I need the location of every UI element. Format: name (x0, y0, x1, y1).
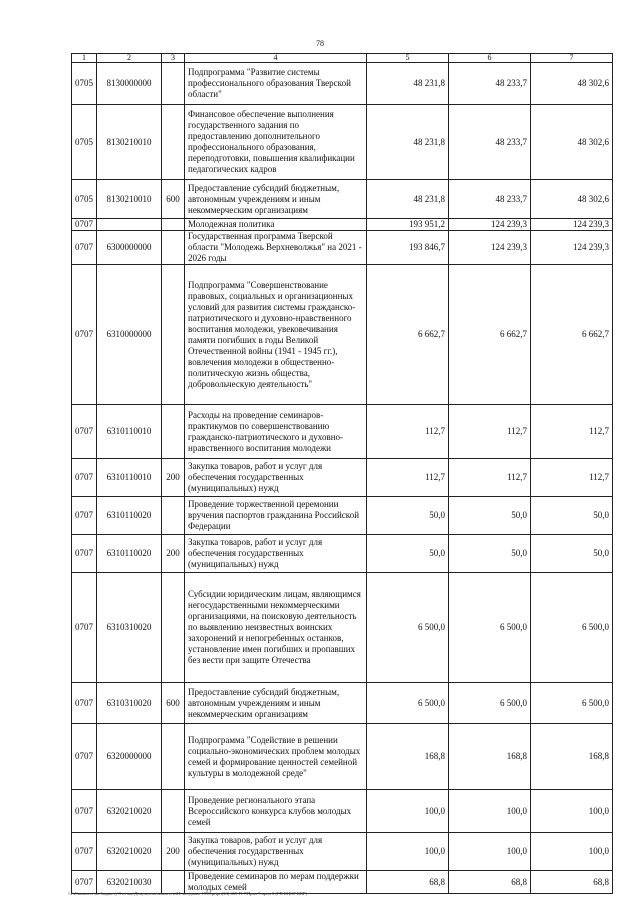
amount-2023-cell: 193 951,2 (367, 219, 449, 231)
amount-2025-cell: 48 302,6 (531, 105, 613, 180)
target-code-cell: 8130210010 (97, 105, 162, 180)
amount-2024-cell: 6 662,7 (449, 265, 531, 405)
target-code-cell: 8130210010 (97, 180, 162, 219)
target-code-cell: 8130000000 (97, 63, 162, 105)
amount-2025-cell: 50,0 (531, 535, 613, 573)
amount-2025-cell: 48 302,6 (531, 180, 613, 219)
target-code-cell (97, 219, 162, 231)
expense-type-cell (162, 265, 185, 405)
amount-2024-cell: 6 500,0 (449, 573, 531, 683)
table-row (72, 459, 613, 497)
amount-2023-cell: 100,0 (367, 833, 449, 871)
amount-2025-cell: 112,7 (531, 459, 613, 497)
amount-2025-cell: 6 500,0 (531, 683, 613, 724)
amount-2025-cell: 124 239,3 (531, 219, 613, 231)
table-row (72, 497, 613, 535)
amount-2025-cell: 100,0 (531, 790, 613, 833)
expense-type-cell: 200 (162, 459, 185, 497)
section-code-cell: 0705 (72, 63, 97, 105)
amount-2024-cell: 112,7 (449, 459, 531, 497)
header-cell-5: 5 (367, 54, 449, 63)
section-code-cell: 0707 (72, 790, 97, 833)
section-code-cell: 0707 (72, 535, 97, 573)
amount-2023-cell: 50,0 (367, 535, 449, 573)
amount-2024-cell: 112,7 (449, 405, 531, 459)
table-row (72, 683, 613, 724)
item-name-cell: Субсидии юридическим лицам, являющимся негосударственными некоммерческими организациями, на поисковую деятельность по выявлению неизвестных воинских захоронений и непогребенных останков, установление имен погибших и пропавших без вести при защите Отечества (185, 573, 367, 683)
section-code-cell: 0707 (72, 459, 97, 497)
section-code-cell: 0707 (72, 573, 97, 683)
expense-type-cell (162, 405, 185, 459)
item-name-cell: Проведение регионального этапа Всероссийского конкурса клубов молодых семей (185, 790, 367, 833)
item-name-cell: Расходы на проведение семинаров-практикумов по совершенствованию гражданско-патриотического и духовно-нравственного воспитания молодежи (185, 405, 367, 459)
expense-type-cell (162, 497, 185, 535)
expense-type-cell (162, 790, 185, 833)
amount-2023-cell: 48 231,8 (367, 63, 449, 105)
header-cell-3: 3 (162, 54, 185, 63)
section-code-cell: 0707 (72, 219, 97, 231)
item-name-cell: Проведение торжественной церемонии вручения паспортов гражданина Российской Федерации (185, 497, 367, 535)
amount-2025-cell: 100,0 (531, 833, 613, 871)
expense-type-cell (162, 231, 185, 265)
amount-2023-cell: 6 500,0 (367, 573, 449, 683)
target-code-cell: 6310110020 (97, 535, 162, 573)
target-code-cell: 6300000000 (97, 231, 162, 265)
amount-2024-cell: 6 500,0 (449, 683, 531, 724)
amount-2024-cell: 48 233,7 (449, 180, 531, 219)
header-cell-7: 7 (531, 54, 613, 63)
amount-2024-cell: 124 239,3 (449, 231, 531, 265)
table-row (72, 573, 613, 683)
item-name-cell: Финансовое обеспечение выполнения государственного задания по предоставлению дополнительного профессионального образования, переподготовки, повышения квалификации педагогических кадров (185, 105, 367, 180)
amount-2023-cell: 193 846,7 (367, 231, 449, 265)
page-number: 78 (316, 39, 324, 48)
target-code-cell: 6320210020 (97, 790, 162, 833)
amount-2023-cell: 112,7 (367, 405, 449, 459)
header-cell-1: 1 (72, 54, 97, 63)
expense-type-cell (162, 219, 185, 231)
amount-2023-cell: 50,0 (367, 497, 449, 535)
amount-2024-cell: 100,0 (449, 790, 531, 833)
section-code-cell: 0707 (72, 833, 97, 871)
amount-2024-cell: 50,0 (449, 497, 531, 535)
section-code-cell: 0707 (72, 405, 97, 459)
table-row (72, 535, 613, 573)
target-code-cell: 6310110020 (97, 497, 162, 535)
expense-type-cell (162, 105, 185, 180)
expense-type-cell: 200 (162, 535, 185, 573)
item-name-cell: Предоставление субсидий бюджетным, автономным учреждениям и иным некоммерческим организациям (185, 180, 367, 219)
table-row (72, 724, 613, 790)
amount-2023-cell: 48 231,8 (367, 180, 449, 219)
budget-table (71, 53, 613, 894)
amount-2025-cell: 48 302,6 (531, 63, 613, 105)
table-row (72, 405, 613, 459)
section-code-cell: 0707 (72, 871, 97, 894)
expense-type-cell: 600 (162, 180, 185, 219)
item-name-cell: Молодежная политика (185, 219, 367, 231)
table-row (72, 219, 613, 231)
item-name-cell: Предоставление субсидий бюджетным, автономным учреждениям и иным некоммерческим организациям (185, 683, 367, 724)
expense-type-cell (162, 63, 185, 105)
expense-type-cell: 200 (162, 833, 185, 871)
target-code-cell: 6310110010 (97, 459, 162, 497)
target-code-cell: 6320210020 (97, 833, 162, 871)
amount-2023-cell: 6 500,0 (367, 683, 449, 724)
amount-2023-cell: 112,7 (367, 459, 449, 497)
table-row (72, 63, 613, 105)
table-row (72, 833, 613, 871)
amount-2025-cell: 168,8 (531, 724, 613, 790)
section-code-cell: 0707 (72, 265, 97, 405)
target-code-cell: 6310000000 (97, 265, 162, 405)
table-row (72, 180, 613, 219)
amount-2024-cell: 168,8 (449, 724, 531, 790)
section-code-cell: 0707 (72, 724, 97, 790)
expense-type-cell (162, 724, 185, 790)
item-name-cell: Закупка товаров, работ и услуг для обеспечения государственных (муниципальных) нужд (185, 459, 367, 497)
file-path-footer: \\Fs1\комитет по бюджету\3 отзыв\Документы комитета\24 заседание 1990\prtprt(24) 469-П-7\Прил 5 прил 8 (ГП КЦСР КВР) (68, 891, 307, 896)
amount-2024-cell: 124 239,3 (449, 219, 531, 231)
amount-2025-cell: 6 500,0 (531, 573, 613, 683)
target-code-cell: 6310310020 (97, 573, 162, 683)
amount-2025-cell: 112,7 (531, 405, 613, 459)
target-code-cell: 6310310020 (97, 683, 162, 724)
section-code-cell: 0707 (72, 683, 97, 724)
header-cell-2: 2 (97, 54, 162, 63)
target-code-cell: 6320000000 (97, 724, 162, 790)
amount-2024-cell: 68,8 (449, 871, 531, 894)
item-name-cell: Закупка товаров, работ и услуг для обеспечения государственных (муниципальных) нужд (185, 535, 367, 573)
section-code-cell: 0705 (72, 180, 97, 219)
amount-2025-cell: 68,8 (531, 871, 613, 894)
section-code-cell: 0707 (72, 497, 97, 535)
table-header-row (72, 54, 613, 63)
amount-2024-cell: 100,0 (449, 833, 531, 871)
section-code-cell: 0707 (72, 231, 97, 265)
amount-2023-cell: 168,8 (367, 724, 449, 790)
expense-type-cell (162, 573, 185, 683)
amount-2024-cell: 50,0 (449, 535, 531, 573)
amount-2024-cell: 48 233,7 (449, 63, 531, 105)
table-row (72, 265, 613, 405)
section-code-cell: 0705 (72, 105, 97, 180)
amount-2025-cell: 50,0 (531, 497, 613, 535)
table-row (72, 790, 613, 833)
amount-2023-cell: 6 662,7 (367, 265, 449, 405)
item-name-cell: Подпрограмма "Содействие в решении социально-экономических проблем молодых семей и формирование ценностей семейной культуры в молодежной среде" (185, 724, 367, 790)
table-row (72, 231, 613, 265)
amount-2023-cell: 68,8 (367, 871, 449, 894)
amount-2024-cell: 48 233,7 (449, 105, 531, 180)
amount-2025-cell: 124 239,3 (531, 231, 613, 265)
item-name-cell: Государственная программа Тверской области "Молодежь Верхневолжья" на 2021 - 2026 годы (185, 231, 367, 265)
table-row (72, 105, 613, 180)
item-name-cell: Закупка товаров, работ и услуг для обеспечения государственных (муниципальных) нужд (185, 833, 367, 871)
item-name-cell: Подпрограмма "Совершенствование правовых, социальных и организационных условий для развития системы гражданско-патриотического и духовно-нравственного воспитания молодежи, увековечивания памяти погибших в годы Великой Отечественной войны (1941 - 1945 гг.), вовлечения молодежи в общественно-политическую жизнь общества, добровольческую деятельность" (185, 265, 367, 405)
expense-type-cell: 600 (162, 683, 185, 724)
item-name-cell: Проведение семинаров по мерам поддержки молодых семей (185, 871, 367, 894)
item-name-cell: Подпрограмма "Развитие системы профессионального образования Тверской области" (185, 63, 367, 105)
amount-2023-cell: 100,0 (367, 790, 449, 833)
header-cell-4: 4 (185, 54, 367, 63)
target-code-cell: 6310110010 (97, 405, 162, 459)
target-code-cell: 6320210030 (97, 871, 162, 894)
amount-2023-cell: 48 231,8 (367, 105, 449, 180)
amount-2025-cell: 6 662,7 (531, 265, 613, 405)
header-cell-6: 6 (449, 54, 531, 63)
